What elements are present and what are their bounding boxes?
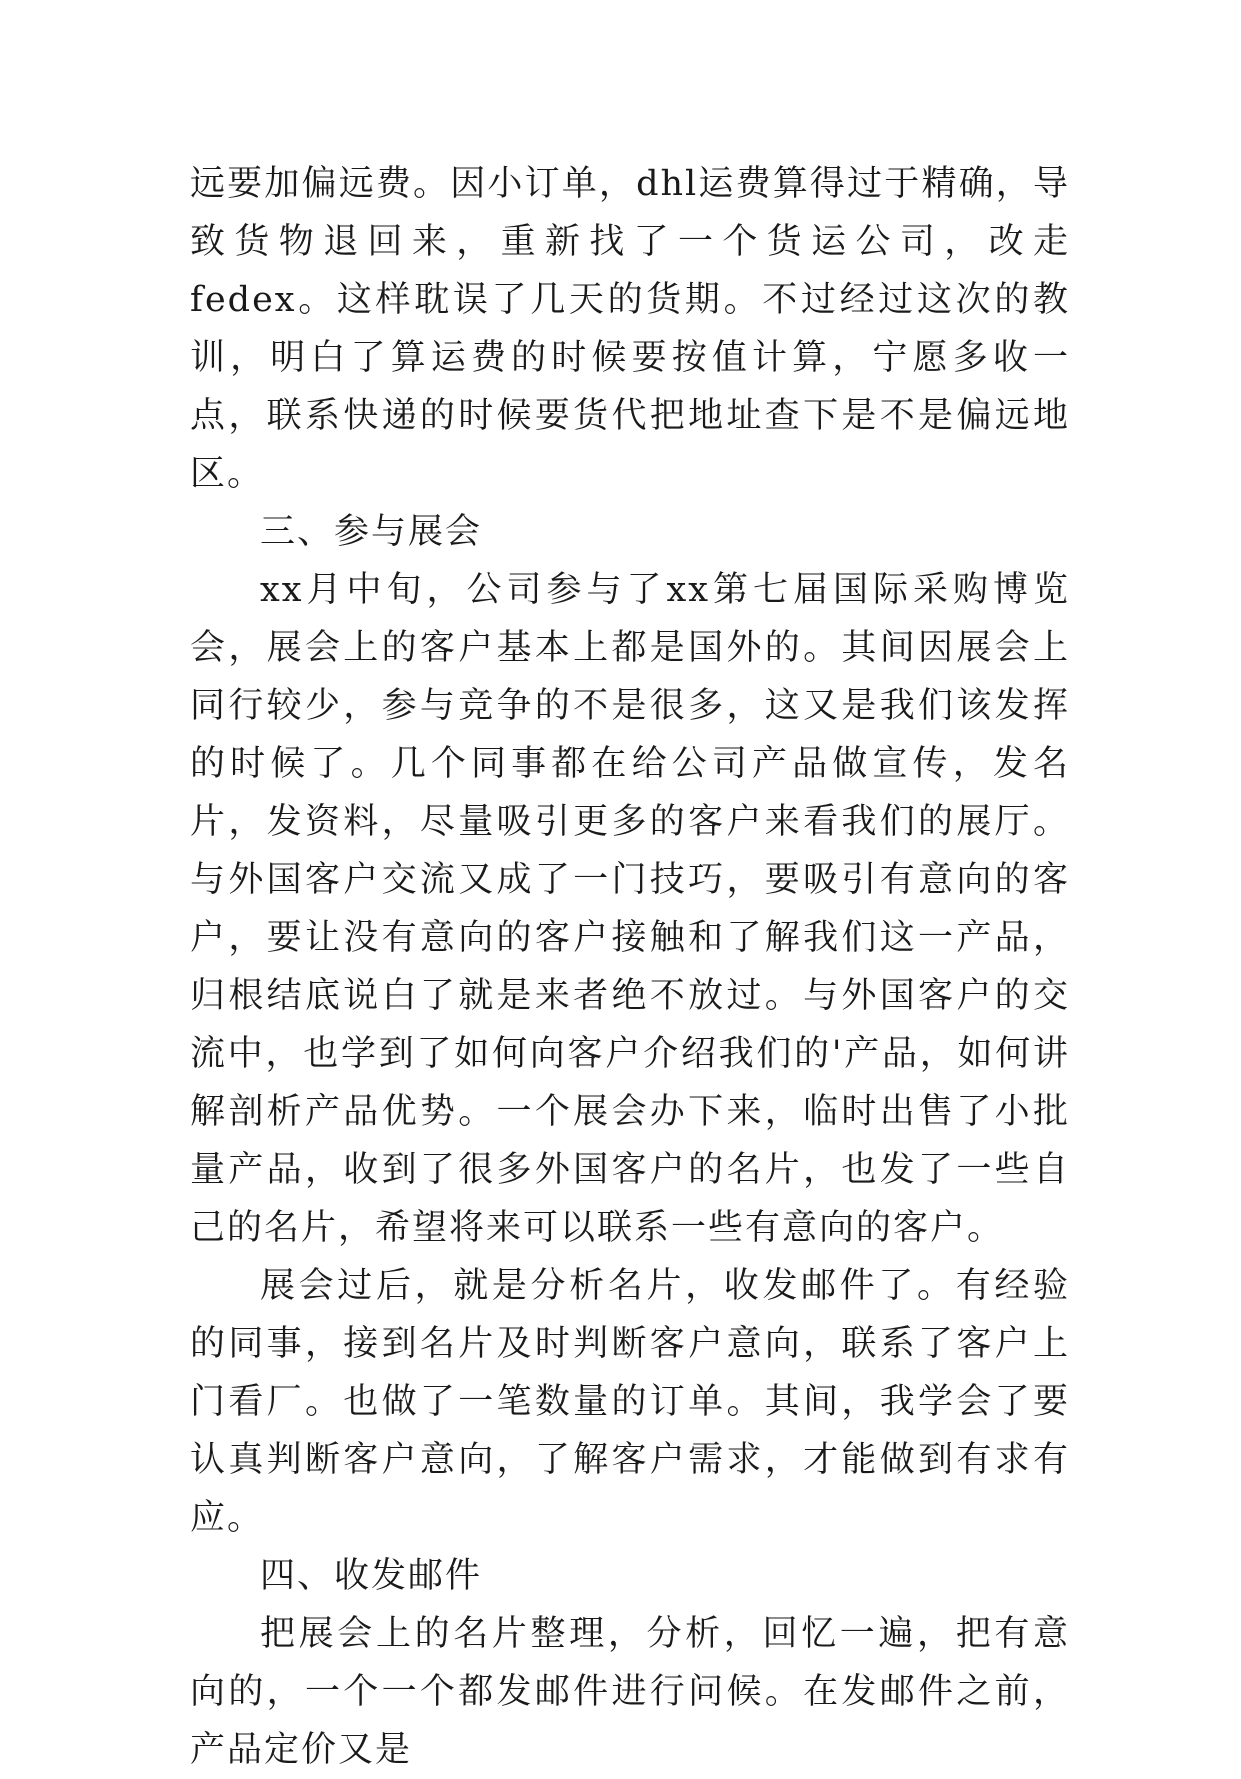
section-heading-email: 四、收发邮件	[260, 1556, 483, 1596]
paragraph-email: 把展会上的名片整理，分析，回忆一遍，把有意向的，一个一个都发邮件进行问候。在发邮件之前，产品定价又是	[190, 1614, 1070, 1770]
paragraph-exhibition: xx月中旬，公司参与了xx第七届国际采购博览会，展会上的客户基本上都是国外的。其间因展会上同行较少，参与竞争的不是很多，这又是我们该发挥的时候了。几个同事都在给公司产品做宣传，发名片，发资料，尽量吸引更多的客户来看我们的展厅。与外国客户交流又成了一门技巧，要吸引有意向的客户，要让没有意向的客户接触和了解我们这一产品，归根结底说白了就是来者绝不放过。与外国客户的交流中，也学到了如何向客户介绍我们的'产品，如何讲解剖析产品优势。一个展会办下来，临时出售了小批量产品，收到了很多外国客户的名片，也发了一些自己的名片，希望将来可以联系一些有意向的客户。	[190, 570, 1070, 1248]
paragraph-after-exhibition: 展会过后，就是分析名片，收发邮件了。有经验的同事，接到名片及时判断客户意向，联系了客户上门看厂。也做了一笔数量的订单。其间，我学会了要认真判断客户意向，了解客户需求，才能做到有求有应。	[190, 1266, 1070, 1538]
section-heading-exhibition: 三、参与展会	[260, 512, 483, 552]
paragraph-shipping-continuation: 远要加偏远费。因小订单，dhl运费算得过于精确，导致货物退回来，重新找了一个货运公司，改走fedex。这样耽误了几天的货期。不过经过这次的教训，明白了算运费的时候要按值计算，宁愿多收一点，联系快递的时候要货代把地址查下是不是偏远地区。	[190, 164, 1070, 494]
document-body	[190, 155, 1070, 1779]
